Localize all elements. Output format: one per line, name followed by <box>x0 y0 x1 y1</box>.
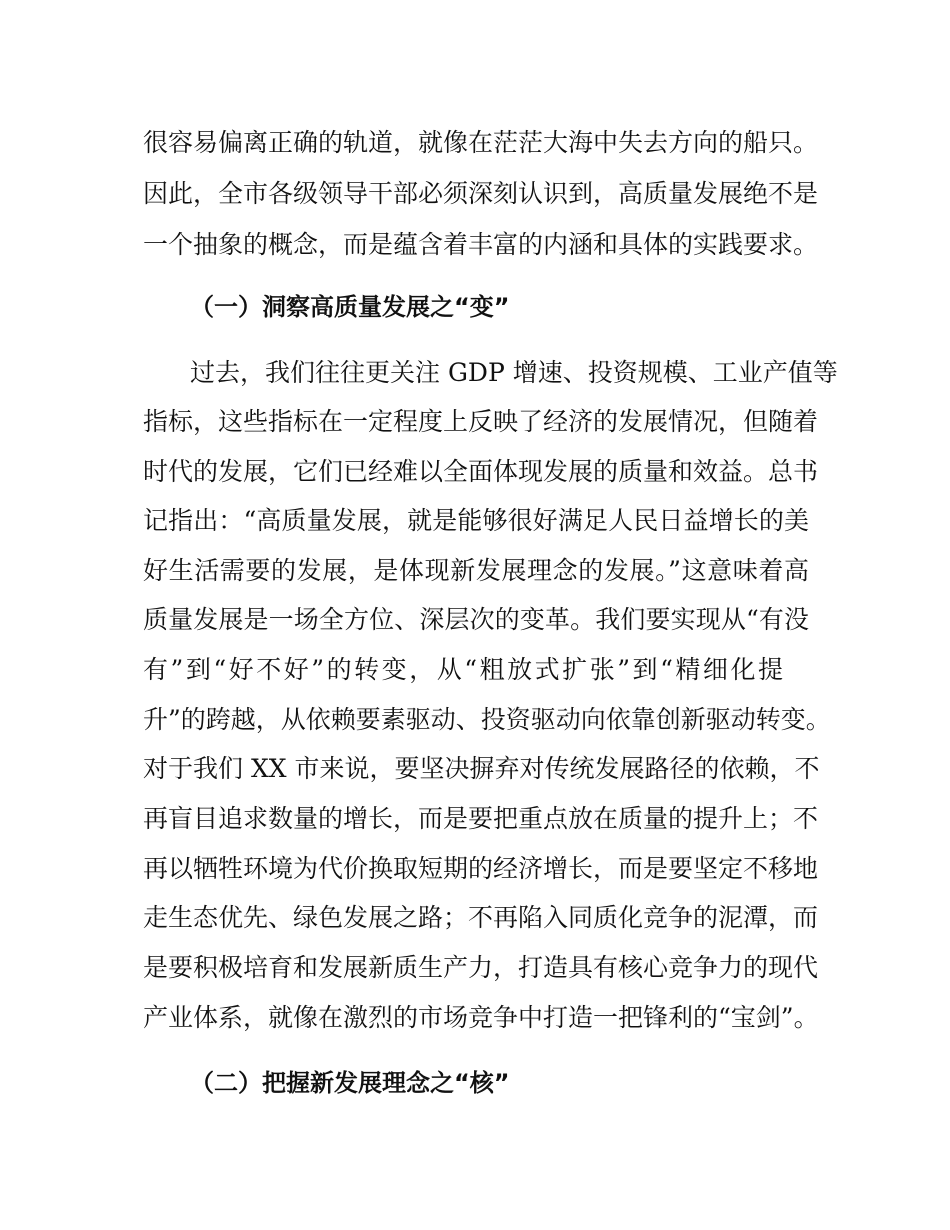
text-line: 一个抽象的概念，而是蕴含着丰富的内涵和具体的实践要求。 <box>143 230 819 259</box>
section-heading: （二）把握新发展理念之“核” <box>190 1069 510 1097</box>
text-line: 过去，我们往往更关注 GDP 增速、投资规模、工业产值等 <box>190 358 838 387</box>
text-line: 产业体系，就像在激烈的市场竞争中打造一把锋利的“宝剑”。 <box>143 1003 819 1032</box>
text-line: 有”到“好不好”的转变，从“粗放式扩张”到“精细化提 <box>143 655 783 684</box>
text-line: 指标，这些指标在一定程度上反映了经济的发展情况，但随着 <box>143 407 819 436</box>
text-line: 升”的跨越，从依赖要素驱动、投资驱动向依靠创新驱动转变。 <box>143 705 831 734</box>
text-line: 好生活需要的发展，是体现新发展理念的发展。”这意味着高 <box>143 556 809 585</box>
text-line: 再盲目追求数量的增长，而是要把重点放在质量的提升上；不 <box>143 804 819 833</box>
text-line: 记指出：“高质量发展，就是能够很好满足人民日益增长的美 <box>143 506 809 535</box>
text-line: 是要积极培育和发展新质生产力，打造具有核心竞争力的现代 <box>143 953 819 982</box>
text-line: 时代的发展，它们已经难以全面体现发展的质量和效益。总书 <box>143 457 819 486</box>
text-line: 因此，全市各级领导干部必须深刻认识到，高质量发展绝不是 <box>143 179 819 208</box>
text-line: 质量发展是一场全方位、深层次的变革。我们要实现从“有没 <box>143 605 809 634</box>
section-heading: （一）洞察高质量发展之“变” <box>190 293 510 321</box>
text-line: 很容易偏离正确的轨道，就像在茫茫大海中失去方向的船只。 <box>143 128 819 157</box>
text-line: 走生态优先、绿色发展之路；不再陷入同质化竞争的泥潭，而 <box>143 903 819 932</box>
text-line: 对于我们 XX 市来说，要坚决摒弃对传统发展路径的依赖，不 <box>143 754 820 783</box>
text-line: 再以牺牲环境为代价换取短期的经济增长，而是要坚定不移地 <box>143 854 819 883</box>
